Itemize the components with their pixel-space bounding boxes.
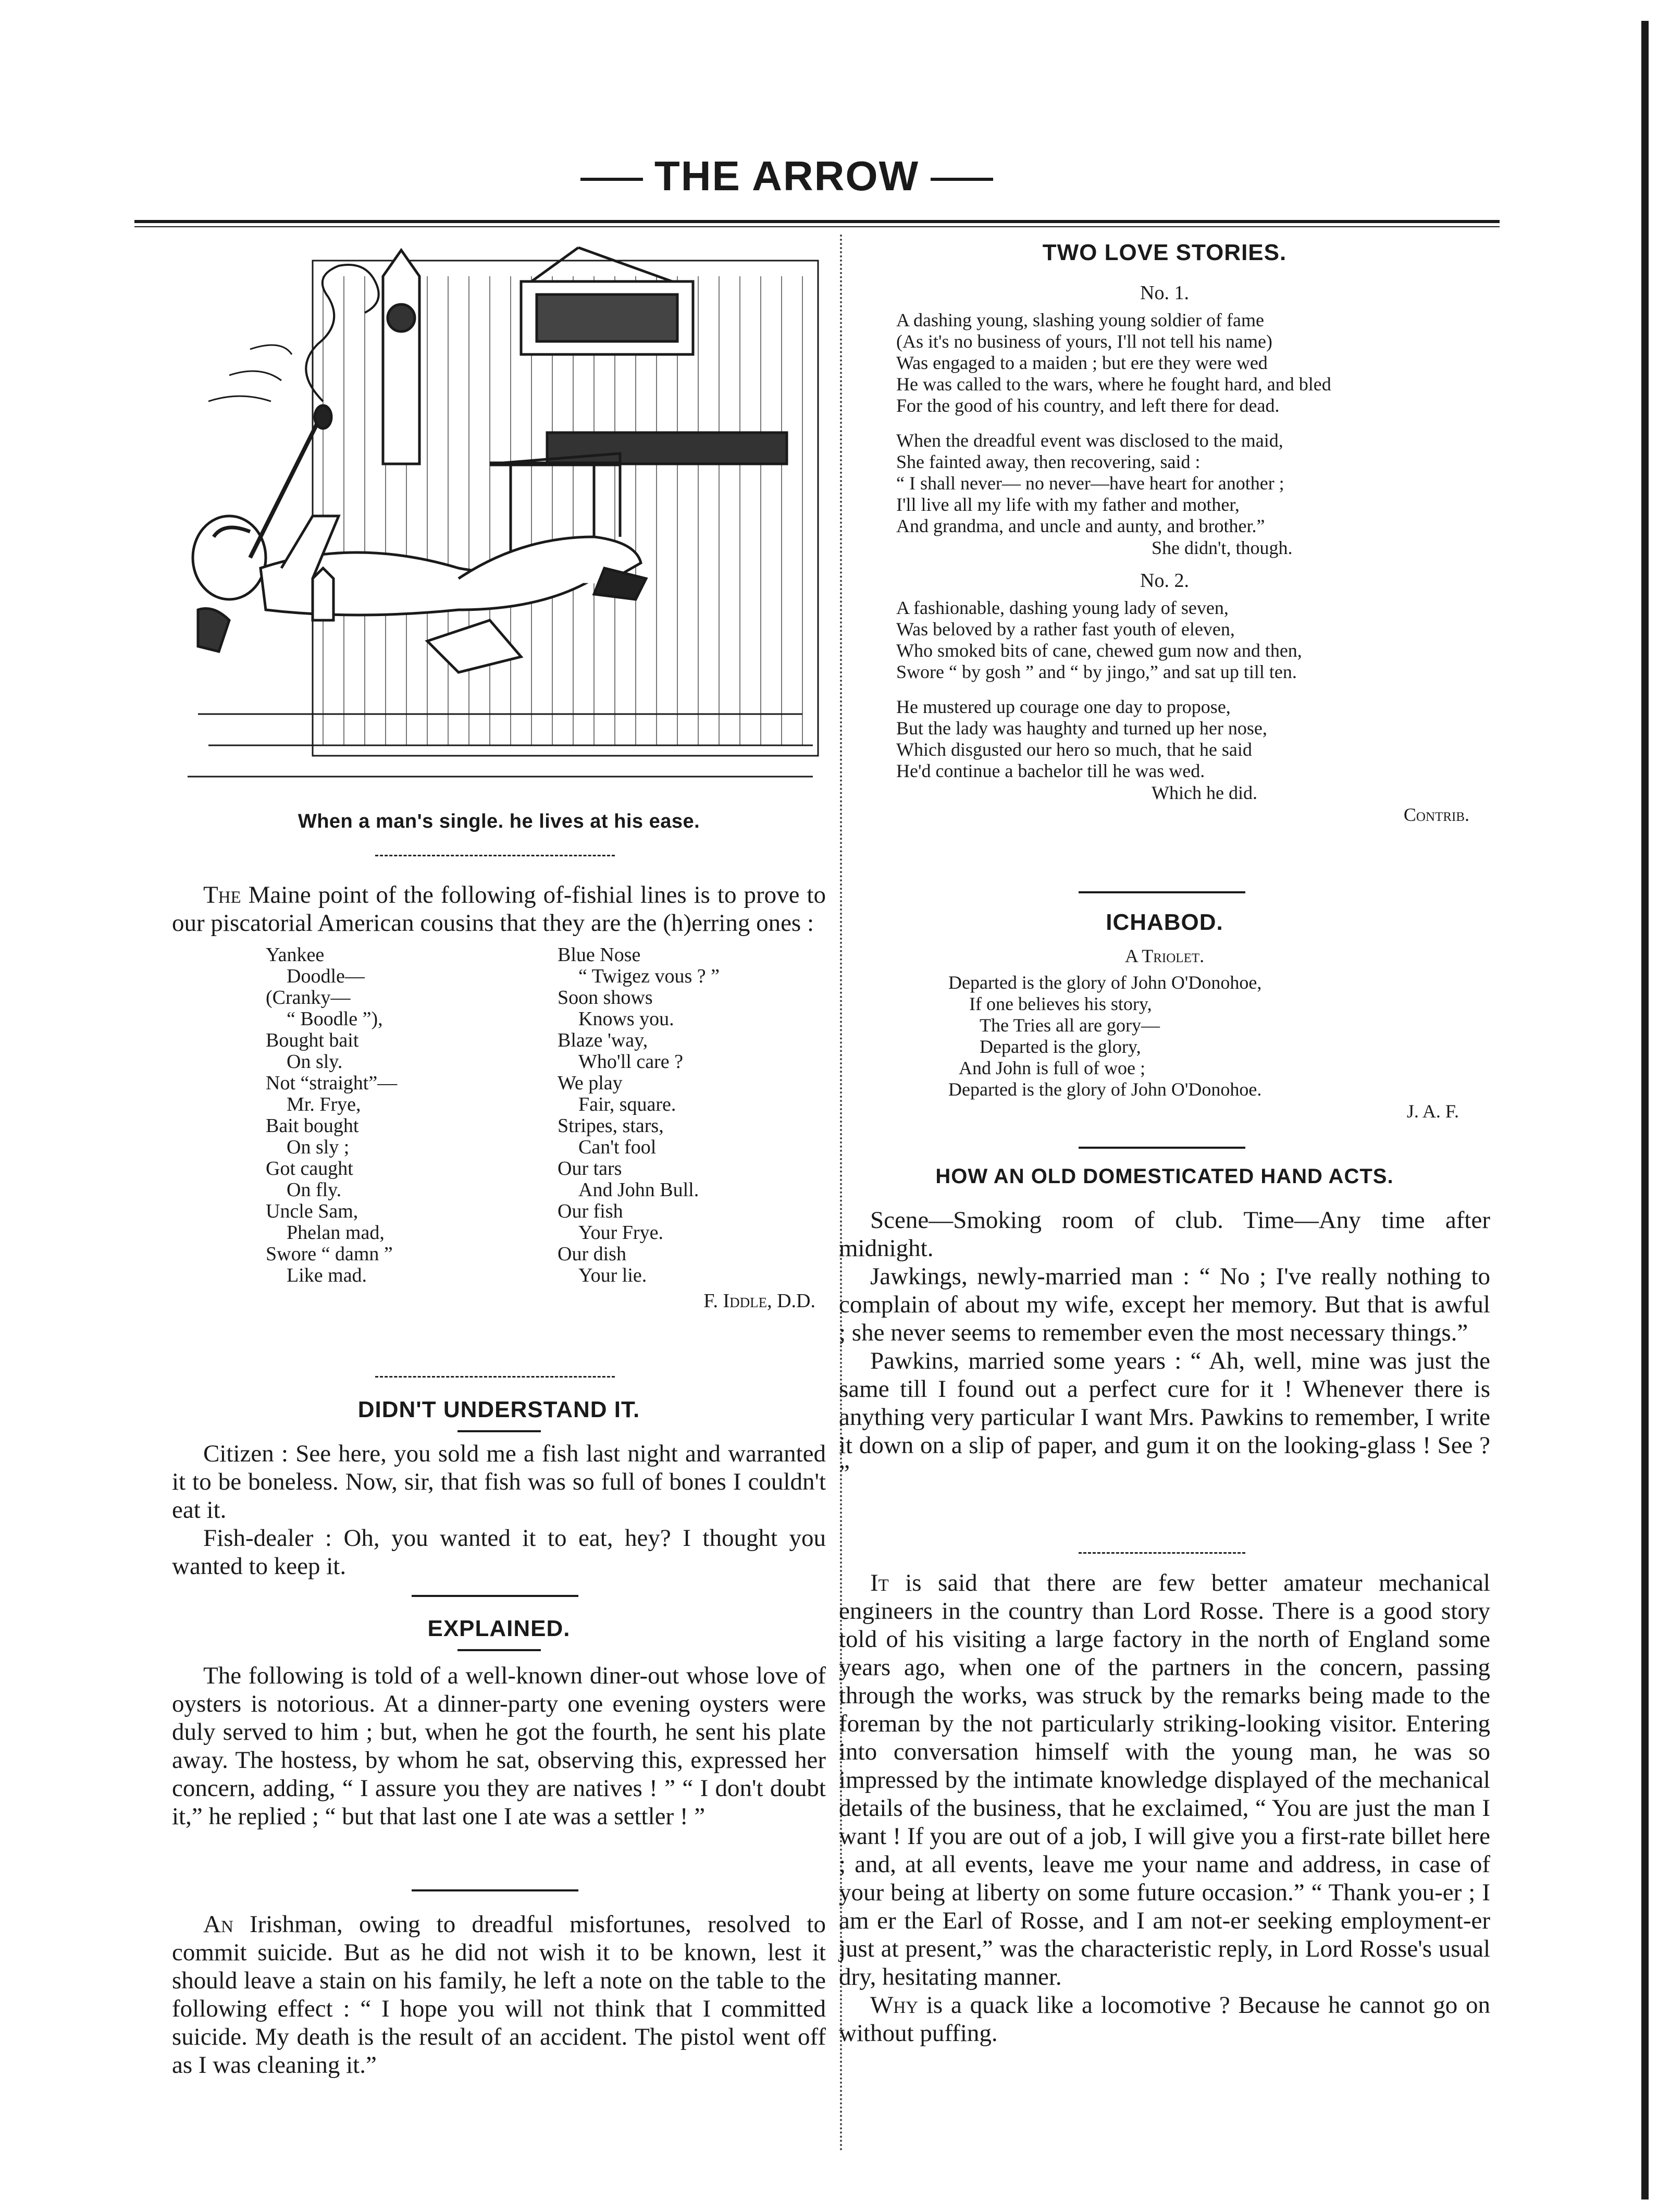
quack-lead: Why xyxy=(870,1992,919,2019)
triolet-line: And John is full of woe ; xyxy=(959,1058,1145,1078)
irishman-p1 xyxy=(172,1910,826,2079)
love-stories-stanza-3 xyxy=(839,597,1490,683)
domesticated-hand-p1-text: Scene—Smoking room of club. Time—Any time after midnight. xyxy=(839,1207,1490,1262)
section-divider xyxy=(375,855,615,856)
maine-point-right-column xyxy=(558,944,818,1286)
triolet-line: Departed is the glory of John O'Donohoe. xyxy=(948,1079,1262,1100)
ichabod-subheading xyxy=(839,945,1490,967)
section-divider-2 xyxy=(375,1376,615,1378)
domesticated-hand-p2 xyxy=(839,1262,1490,1347)
verse-line-left: (Cranky— xyxy=(266,987,351,1009)
verse-line-left: Bait bought xyxy=(266,1115,359,1137)
maine-point-signature-text: F. Iddle, D.D. xyxy=(703,1290,815,1312)
love-stories-stanza-1 xyxy=(839,310,1490,416)
verse-line-left: Uncle Sam, xyxy=(266,1200,358,1222)
verse-line-right: Your Frye. xyxy=(578,1222,663,1244)
verse-line-right: Your lie. xyxy=(578,1264,647,1286)
poem-line: Who smoked bits of cane, chewed gum now and then, xyxy=(896,640,1302,661)
page-edge-shadow xyxy=(1641,21,1649,2199)
poem-line: She fainted away, then recovering, said : xyxy=(896,451,1201,472)
explained-p1-text: The following is told of a well-known diner-out whose love of oysters is notorious. At a dinner-party one evening oysters were duly served to him ; but, when he got the fourth, he sent his plate away. The hostess, by whom he sat, observing this, expressed her concern, adding, “ I assure you they are natives ! ” “ I don't doubt it,” he replied ; “ but that last one I ate was a settler ! ” xyxy=(172,1662,826,1830)
triolet-line: Departed is the glory, xyxy=(980,1036,1141,1057)
verse-line-left: Like mad. xyxy=(287,1264,367,1286)
domesticated-hand-section xyxy=(839,1165,1490,1488)
lord-rosse-section xyxy=(839,1569,1490,2047)
love-stories-no2: No. 2. xyxy=(1140,570,1189,592)
ichabod-signature: J. A. F. xyxy=(1406,1101,1459,1122)
poem-line: He was called to the wars, where he fought hard, and bled xyxy=(896,374,1331,395)
poem-line: Was engaged to a maiden ; but ere they were wed xyxy=(896,352,1268,373)
didnt-understand-p2 xyxy=(172,1524,826,1580)
verse-line-right: Fair, square. xyxy=(578,1093,676,1115)
verse-line-left: Doodle— xyxy=(287,965,365,987)
explained-section xyxy=(172,1616,826,1830)
poem-line: (As it's no business of yours, I'll not tell his name) xyxy=(896,331,1272,352)
verse-line-right: And John Bull. xyxy=(578,1179,699,1201)
poem-line: Which disgusted our hero so much, that he said xyxy=(896,739,1252,760)
masthead-dash-right xyxy=(931,178,993,181)
domesticated-hand-p3 xyxy=(839,1347,1490,1488)
love-stories-section xyxy=(839,240,1490,826)
masthead-rule xyxy=(134,220,1500,223)
explained-p1 xyxy=(172,1662,826,1830)
maine-point-signature xyxy=(172,1289,826,1312)
ichabod-subheading-text: A Triolet. xyxy=(1124,945,1205,966)
verse-line-right: Blue Nose xyxy=(558,944,641,966)
section-divider-4 xyxy=(375,1889,615,1891)
verse-line-left: Bought bait xyxy=(266,1029,359,1051)
cartoon-illustration xyxy=(94,245,828,808)
verse-line-right: Our tars xyxy=(558,1158,622,1179)
didnt-understand-heading: DIDN'T UNDERSTAND IT. xyxy=(357,1397,640,1422)
section-divider-5 xyxy=(1042,891,1282,893)
verse-line-left: On fly. xyxy=(287,1179,342,1201)
illustration-caption: When a man's single. he lives at his ease. xyxy=(298,810,700,832)
lord-rosse-lead: It xyxy=(870,1569,889,1596)
maine-point-section xyxy=(172,881,826,1312)
verse-line-right: We play xyxy=(558,1072,623,1094)
masthead-rule-thin xyxy=(134,226,1500,227)
maine-point-left-column xyxy=(172,944,558,1286)
domesticated-hand-p1 xyxy=(839,1206,1490,1262)
poem-line: And grandma, and uncle and aunty, and brother.” xyxy=(896,515,1265,536)
love-stories-signature xyxy=(839,804,1490,826)
section-divider-6 xyxy=(1042,1147,1282,1149)
heading-underline xyxy=(457,1430,541,1432)
masthead-dash-left xyxy=(580,178,643,181)
verse-line-left: On sly ; xyxy=(287,1136,350,1158)
irishman-text: Irishman, owing to dreadful misfortunes, resolved to commit suicide. But as he did not wish it to be known, lest it should leave a stain on his family, he left a note on the table to the following effect : “ I hope you will not think that I committed suicide. My death is the result of an accident. The pistol went off as I was cleaning it.” xyxy=(172,1911,826,2079)
irishman-lead: An xyxy=(203,1911,233,1938)
verse-line-right: Stripes, stars, xyxy=(558,1115,664,1137)
quack-text: is a quack like a locomotive ? Because he cannot go on without puffing. xyxy=(839,1992,1490,2047)
lord-rosse-text: is said that there are few better amateur mechanical engineers in the country than Lord Rosse. There is a good story told of his visiting a large factory in the north of England some years ago, when one of the partners in the concern, passing through the works, was struck by the remarks being made to the foreman by the not particularly striking-looking visitor. Entering into conversation himself with the young man, he was so impressed by the intimate knowledge displayed of the mechanical details of the business, that he exclaimed, “ You are just the man I want ! If you are out of a job, I will give you a first-rate billet here ; and, at all events, leave me your name and address, in case of your being at liberty on some future occasion.” “ Thank you-er ; I am er the Earl of Rosse, and I am not-er seeking employment-er just at present,” was the characteristic reply, in Lord Rosse's usual dry, hesitating manner. xyxy=(839,1569,1490,1990)
poem-line: For the good of his country, and left there for dead. xyxy=(896,395,1280,416)
verse-line-right: Blaze 'way, xyxy=(558,1029,648,1051)
ichabod-poem xyxy=(839,972,1490,1100)
domesticated-hand-p2-text: Jawkings, newly-married man : “ No ; I've really nothing to complain of about my wife, except her memory. But that is awful ; she never seems to remember even the most necessary things.” xyxy=(839,1263,1490,1346)
didnt-understand-p1-text: Citizen : See here, you sold me a fish last night and warranted it to be boneless. Now, sir, that fish was so full of bones I couldn't eat it. xyxy=(172,1440,826,1523)
poem-line: He mustered up courage one day to propose, xyxy=(896,696,1231,717)
irishman-section xyxy=(172,1910,826,2079)
poem-line: A fashionable, dashing young lady of seven, xyxy=(896,597,1229,618)
section-divider-7 xyxy=(1042,1552,1282,1554)
verse-line-left: Mr. Frye, xyxy=(287,1093,361,1115)
verse-line-left: Yankee xyxy=(266,944,325,966)
masthead xyxy=(552,152,1021,200)
poem-line: A dashing young, slashing young soldier of fame xyxy=(896,310,1264,330)
poem-line: “ I shall never— no never—have heart for another ; xyxy=(896,473,1284,494)
ichabod-heading: ICHABOD. xyxy=(1106,910,1223,935)
verse-line-left: On sly. xyxy=(287,1051,343,1073)
domesticated-hand-p3-text: Pawkins, married some years : “ Ah, well, mine was just the same till I found out a perfect cure for it ! Whenever there is anything very particular I want Mrs. Pawkins to remember, I write it down on a slip of paper, and gum it on the looking-glass ! See ? ” xyxy=(839,1347,1490,1487)
section-divider-3 xyxy=(375,1595,615,1597)
verse-line-right: Can't fool xyxy=(578,1136,657,1158)
poem-line: I'll live all my life with my father and mother, xyxy=(896,494,1240,515)
verse-line-left: Got caught xyxy=(266,1158,353,1179)
triolet-line: If one believes his story, xyxy=(969,993,1152,1014)
love-stories-stanza-2 xyxy=(839,430,1490,537)
love-stories-tag-2: Which he did. xyxy=(1152,782,1257,803)
illustration-caption-wrap xyxy=(172,810,826,833)
love-stories-tag-1: She didn't, though. xyxy=(1152,537,1293,558)
love-stories-stanza-4 xyxy=(839,696,1490,782)
maine-point-verse xyxy=(172,944,826,1286)
verse-line-left: Not “straight”— xyxy=(266,1072,398,1094)
maine-point-intro-text: Maine point of the following of-fishial lines is to prove to our piscatorial American cousins that they are the (h)erring ones : xyxy=(172,881,826,937)
domesticated-hand-heading: HOW AN OLD DOMESTICATED HAND ACTS. xyxy=(935,1165,1394,1188)
didnt-understand-section xyxy=(172,1397,826,1580)
verse-line-left: Swore “ damn ” xyxy=(266,1243,393,1265)
triolet-line: The Tries all are gory— xyxy=(980,1015,1160,1036)
verse-line-right: Our dish xyxy=(558,1243,626,1265)
verse-line-right: “ Twigez vous ? ” xyxy=(578,965,720,987)
verse-line-right: Our fish xyxy=(558,1200,623,1222)
maine-point-lead: The xyxy=(203,881,241,908)
verse-line-left: “ Boodle ”), xyxy=(287,1008,383,1030)
explained-heading: EXPLAINED. xyxy=(427,1616,571,1641)
verse-line-right: Soon shows xyxy=(558,987,653,1009)
masthead-title: THE ARROW xyxy=(654,153,920,199)
love-stories-signature-text: Contrib. xyxy=(1403,804,1469,825)
lord-rosse-p1 xyxy=(839,1569,1490,1991)
verse-line-left: Phelan mad, xyxy=(287,1222,385,1244)
didnt-understand-p2-text: Fish-dealer : Oh, you wanted it to eat, hey? I thought you wanted to keep it. xyxy=(172,1525,826,1580)
quack-p1 xyxy=(839,1991,1490,2047)
love-stories-heading: TWO LOVE STORIES. xyxy=(1042,240,1287,265)
maine-point-intro xyxy=(172,881,826,937)
poem-line: Swore “ by gosh ” and “ by jingo,” and sat up till ten. xyxy=(896,661,1297,682)
poem-line: But the lady was haughty and turned up her nose, xyxy=(896,718,1267,739)
poem-line: He'd continue a bachelor till he was wed. xyxy=(896,760,1205,781)
triolet-line: Departed is the glory of John O'Donohoe, xyxy=(948,972,1262,993)
love-stories-no1: No. 1. xyxy=(1140,282,1189,304)
didnt-understand-p1 xyxy=(172,1440,826,1524)
poem-line: When the dreadful event was disclosed to the maid, xyxy=(896,430,1283,451)
verse-line-right: Knows you. xyxy=(578,1008,674,1030)
heading-underline-2 xyxy=(457,1649,541,1651)
ichabod-section xyxy=(839,910,1490,1122)
verse-line-right: Who'll care ? xyxy=(578,1051,683,1073)
poem-line: Was beloved by a rather fast youth of eleven, xyxy=(896,619,1235,640)
